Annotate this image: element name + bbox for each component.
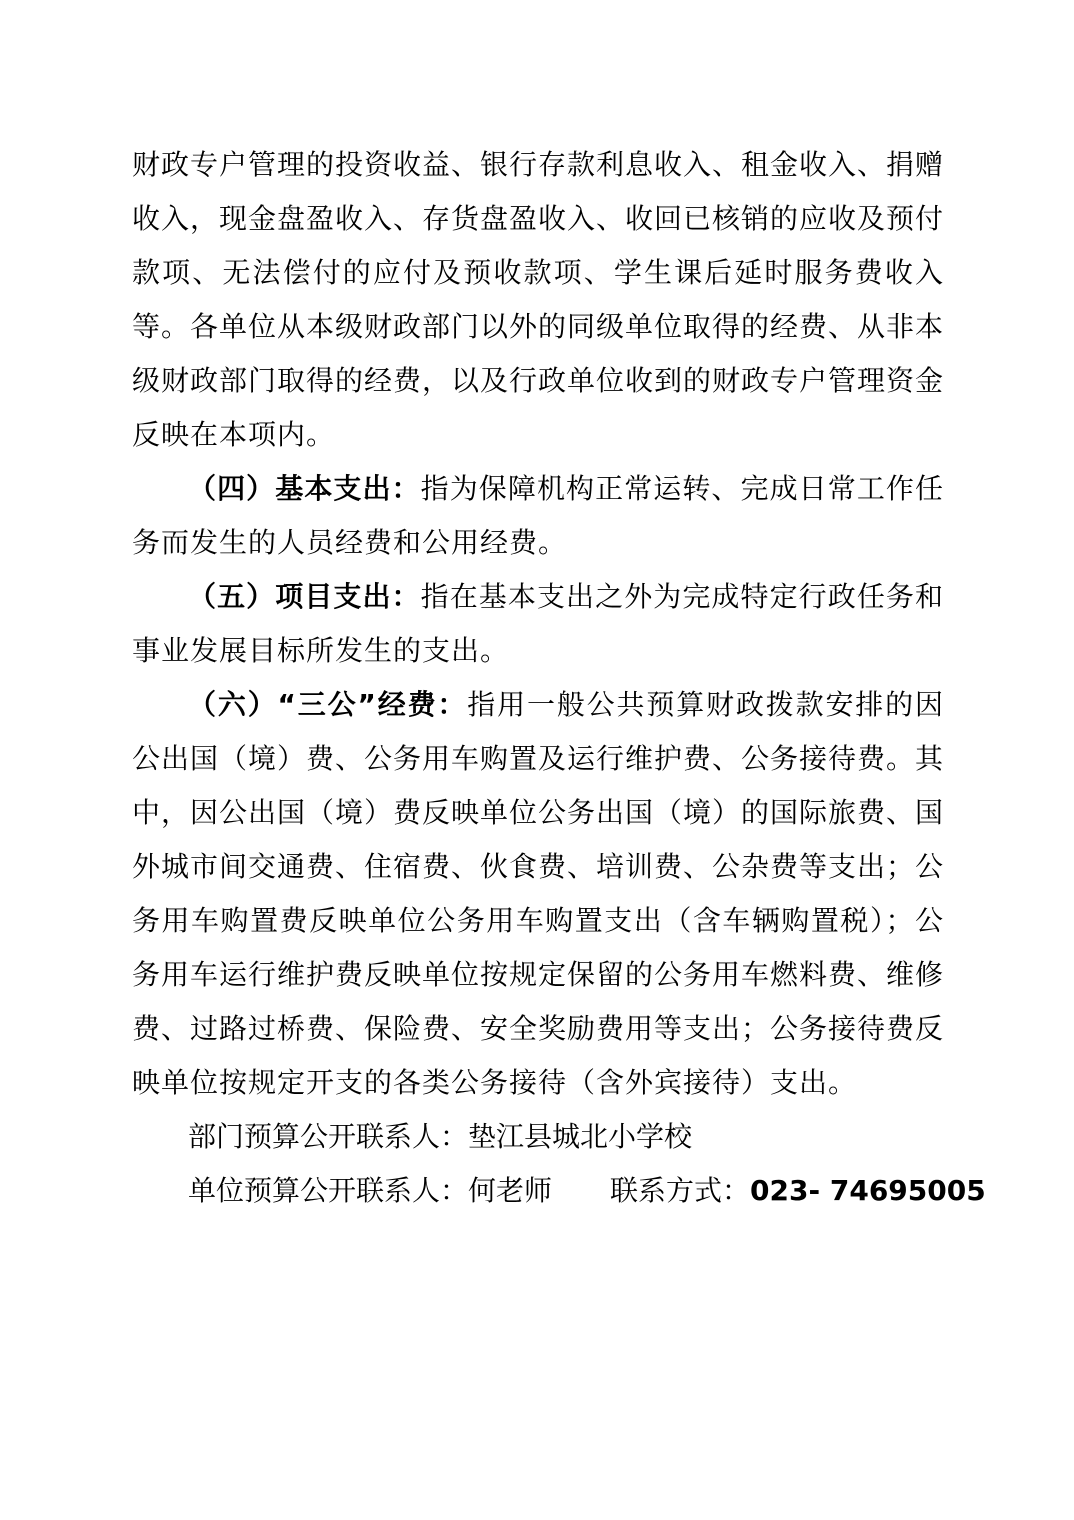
paragraph-income-continuation [132, 138, 944, 462]
paragraph-text: 财政专户管理的投资收益、银行存款利息收入、租金收入、捐赠收入，现金盘盈收入、存货盘盈收入、收回已核销的应收及预付款项、无法偿付的应付及预收款项、学生课后延时服务费收入等。各单位从本级财政部门以外的同级单位取得的经费、从非本级财政部门取得的经费，以及行政单位收到的财政专户管理资金反映在本项内。 [132, 148, 945, 451]
term-basic-expenditure: （四）基本支出： [188, 472, 421, 505]
term-project-expenditure: （五）项目支出： [188, 580, 421, 613]
paragraph-basic-expenditure [132, 462, 944, 570]
unit-contact-line [132, 1164, 986, 1218]
unit-contact-label: 单位预算公开联系人： [188, 1174, 469, 1207]
definition-project-expenditure: 指在基本支出之外为完成特定行政任务和事业发展目标所发生的支出。 [132, 580, 944, 667]
dept-contact-label: 部门预算公开联系人： [188, 1120, 469, 1153]
document-page [132, 138, 986, 1218]
definition-basic-expenditure: 指为保障机构正常运转、完成日常工作任务而发生的人员经费和公用经费。 [132, 472, 944, 559]
phone-label: 联系方式： [610, 1174, 751, 1207]
unit-contact-value: 何老师 [468, 1174, 553, 1207]
paragraph-three-public-expenses [132, 678, 944, 1110]
term-three-public-expenses: （六）“三公”经费： [188, 688, 468, 721]
dept-contact-value: 垫江县城北小学校 [468, 1120, 693, 1153]
paragraph-project-expenditure [132, 570, 944, 678]
definition-three-public-expenses: 指用一般公共预算财政拨款安排的因公出国（境）费、公务用车购置及运行维护费、公务接待费。其中，因公出国（境）费反映单位公务出国（境）的国际旅费、国外城市间交通费、住宿费、伙食费、培训费、公杂费等支出；公务用车购置费反映单位公务用车购置支出（含车辆购置税）；公务用车运行维护费反映单位按规定保留的公务用车燃料费、维修费、过路过桥费、保险费、安全奖励费用等支出；公务接待费反映单位按规定开支的各类公务接待（含外宾接待）支出。 [132, 688, 945, 1099]
dept-contact-line [132, 1110, 944, 1164]
phone-value: 023- 74695005 [750, 1174, 986, 1207]
